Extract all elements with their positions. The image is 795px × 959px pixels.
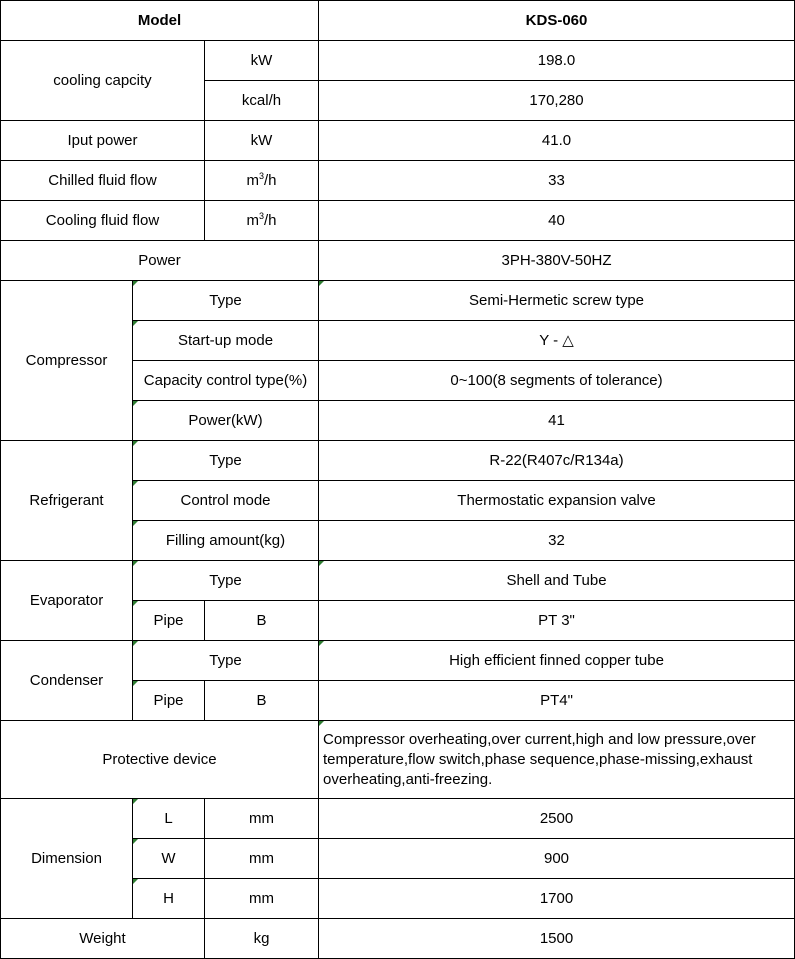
row-power — [1, 241, 795, 281]
chilled-flow-unit-suffix: /h — [264, 171, 277, 189]
condenser-type-label: Type — [133, 641, 319, 681]
condenser-type-value: High efficient finned copper tube — [319, 641, 795, 681]
power-value: 3PH-380V-50HZ — [319, 241, 795, 281]
weight-label: Weight — [1, 919, 205, 959]
cooling-flow-unit-suffix: /h — [264, 211, 277, 229]
row-refrigerant-type — [1, 441, 795, 481]
cooling-flow-unit — [205, 201, 319, 241]
row-compressor-type — [1, 281, 795, 321]
evaporator-type-value: Shell and Tube — [319, 561, 795, 601]
evaporator-label: Evaporator — [1, 561, 133, 641]
compressor-type-value: Semi-Hermetic screw type — [319, 281, 795, 321]
refrigerant-filling-value: 32 — [319, 521, 795, 561]
dimension-w-value: 900 — [319, 839, 795, 879]
protective-value: Compressor overheating,over current,high and low pressure,over temperature,flow switch,phase sequence,phase-missing,exhaust overheating,anti-freezing. — [319, 721, 795, 799]
dimension-h-unit: mm — [205, 879, 319, 919]
dimension-l-label: L — [133, 799, 205, 839]
evaporator-pipe-unit: B — [205, 601, 319, 641]
compressor-power-label: Power(kW) — [133, 401, 319, 441]
compressor-power-value: 41 — [319, 401, 795, 441]
protective-label: Protective device — [1, 721, 319, 799]
row-model — [1, 1, 795, 41]
dimension-l-unit: mm — [205, 799, 319, 839]
dimension-h-value: 1700 — [319, 879, 795, 919]
condenser-pipe-value: PT4" — [319, 681, 795, 721]
compressor-capacity-label: Capacity control type(%) — [133, 361, 319, 401]
dimension-label: Dimension — [1, 799, 133, 919]
power-label: Power — [1, 241, 319, 281]
chilled-flow-unit-base: m — [246, 171, 259, 189]
refrigerant-control-label: Control mode — [133, 481, 319, 521]
refrigerant-type-label: Type — [133, 441, 319, 481]
cooling-flow-unit-base: m — [246, 211, 259, 229]
cooling-capacity-value-kw: 198.0 — [319, 41, 795, 81]
row-condenser-type — [1, 641, 795, 681]
evaporator-pipe-label: Pipe — [133, 601, 205, 641]
weight-value: 1500 — [319, 919, 795, 959]
row-protective — [1, 721, 795, 799]
row-evaporator-type — [1, 561, 795, 601]
row-weight — [1, 919, 795, 959]
cooling-capacity-label: cooling capcity — [1, 41, 205, 121]
refrigerant-control-value: Thermostatic expansion valve — [319, 481, 795, 521]
cooling-capacity-unit-kcal: kcal/h — [205, 81, 319, 121]
evaporator-type-label: Type — [133, 561, 319, 601]
model-value: KDS-060 — [319, 1, 795, 41]
chilled-flow-unit-sup: 3 — [258, 170, 264, 181]
input-power-unit: kW — [205, 121, 319, 161]
cooling-capacity-value-kcal: 170,280 — [319, 81, 795, 121]
condenser-pipe-unit: B — [205, 681, 319, 721]
input-power-value: 41.0 — [319, 121, 795, 161]
compressor-capacity-value: 0~100(8 segments of tolerance) — [319, 361, 795, 401]
cooling-capacity-unit-kw: kW — [205, 41, 319, 81]
cooling-flow-value: 40 — [319, 201, 795, 241]
chilled-flow-value: 33 — [319, 161, 795, 201]
dimension-w-label: W — [133, 839, 205, 879]
row-cooling-capacity-kw — [1, 41, 795, 81]
row-input-power — [1, 121, 795, 161]
dimension-l-value: 2500 — [319, 799, 795, 839]
model-label: Model — [1, 1, 319, 41]
row-cooling-flow — [1, 201, 795, 241]
row-chilled-flow — [1, 161, 795, 201]
condenser-label: Condenser — [1, 641, 133, 721]
chilled-flow-label: Chilled fluid flow — [1, 161, 205, 201]
refrigerant-label: Refrigerant — [1, 441, 133, 561]
compressor-startup-label: Start-up mode — [133, 321, 319, 361]
evaporator-pipe-value: PT 3" — [319, 601, 795, 641]
compressor-type-label: Type — [133, 281, 319, 321]
dimension-h-label: H — [133, 879, 205, 919]
row-dimension-l — [1, 799, 795, 839]
weight-unit: kg — [205, 919, 319, 959]
input-power-label: Iput power — [1, 121, 205, 161]
compressor-startup-value: Y - △ — [319, 321, 795, 361]
cooling-flow-label: Cooling fluid flow — [1, 201, 205, 241]
refrigerant-type-value: R-22(R407c/R134a) — [319, 441, 795, 481]
cooling-flow-unit-sup: 3 — [258, 210, 264, 221]
dimension-w-unit: mm — [205, 839, 319, 879]
refrigerant-filling-label: Filling amount(kg) — [133, 521, 319, 561]
chilled-flow-unit — [205, 161, 319, 201]
condenser-pipe-label: Pipe — [133, 681, 205, 721]
compressor-label: Compressor — [1, 281, 133, 441]
